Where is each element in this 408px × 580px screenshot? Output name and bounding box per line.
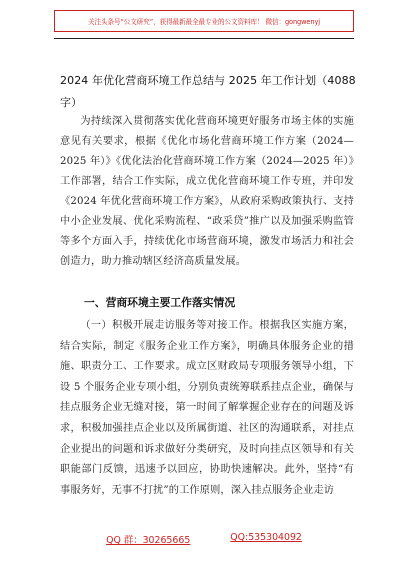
banner-text: 关注头条号“公文研究”，获得最新最全最专业的公文资料库！ 微信：gongwenyj	[88, 18, 320, 26]
document-title: 2024 年优化营商环境工作总结与 2025 年工作计划（4088 字）	[60, 74, 356, 109]
intro-section	[60, 112, 354, 272]
top-banner	[54, 10, 354, 32]
section-heading: 一、营商环境主要工作落实情况	[84, 296, 236, 309]
intro-paragraph: 为持续深入贯彻落实优化营商环境更好服务市场主体的实施意见有关要求，根据《优化市场化营商环境工作方案（2024—2025 年）》《优化法治化营商环境工作方案（2024—2025 年）》工作部署，结合工作实际，成立优化营商环境工作专班，并印发《2024 年优化营商环境工作方案》，从政府采购政策执行、支持中小企业发展、优化采购流程、“政采贷”推广以及加强采购监管等多个方面入手，持续优化市场营商环境，激发市场活力和社会创造力，助力推动辖区经济高质量发展。	[60, 116, 354, 267]
section-1-body	[60, 316, 354, 501]
section-1-paragraph: （一）积极开展走访服务等对接工作。根据我区实施方案，结合实际，制定《服务企业工作方案》，明确具体服务企业的措施、职责分工、工作要求。成立区财政局专项服务领导小组，下设 5 个服务企业专项小组，分别负责统筹联系挂点企业，确保与挂点服务企业无缝对接，第一时间了解掌握企业存在的问题及诉求，积极加强挂点企业以及所属街道、社区的沟通联系，对挂点企业提出的问题和诉求做好分类研究，及时向挂点区领导和有关职能部门反馈，迅速予以回应，协助快速解决。此外，坚持“有事服务好，无事不打扰”的工作原则，深入挂点服务企业走访	[60, 320, 354, 496]
qq-contact-link[interactable]: QQ:535304092	[230, 532, 302, 543]
header-divider	[54, 38, 354, 39]
footer	[0, 532, 408, 548]
qq-group-link[interactable]: QQ 群：30265665	[106, 535, 191, 546]
